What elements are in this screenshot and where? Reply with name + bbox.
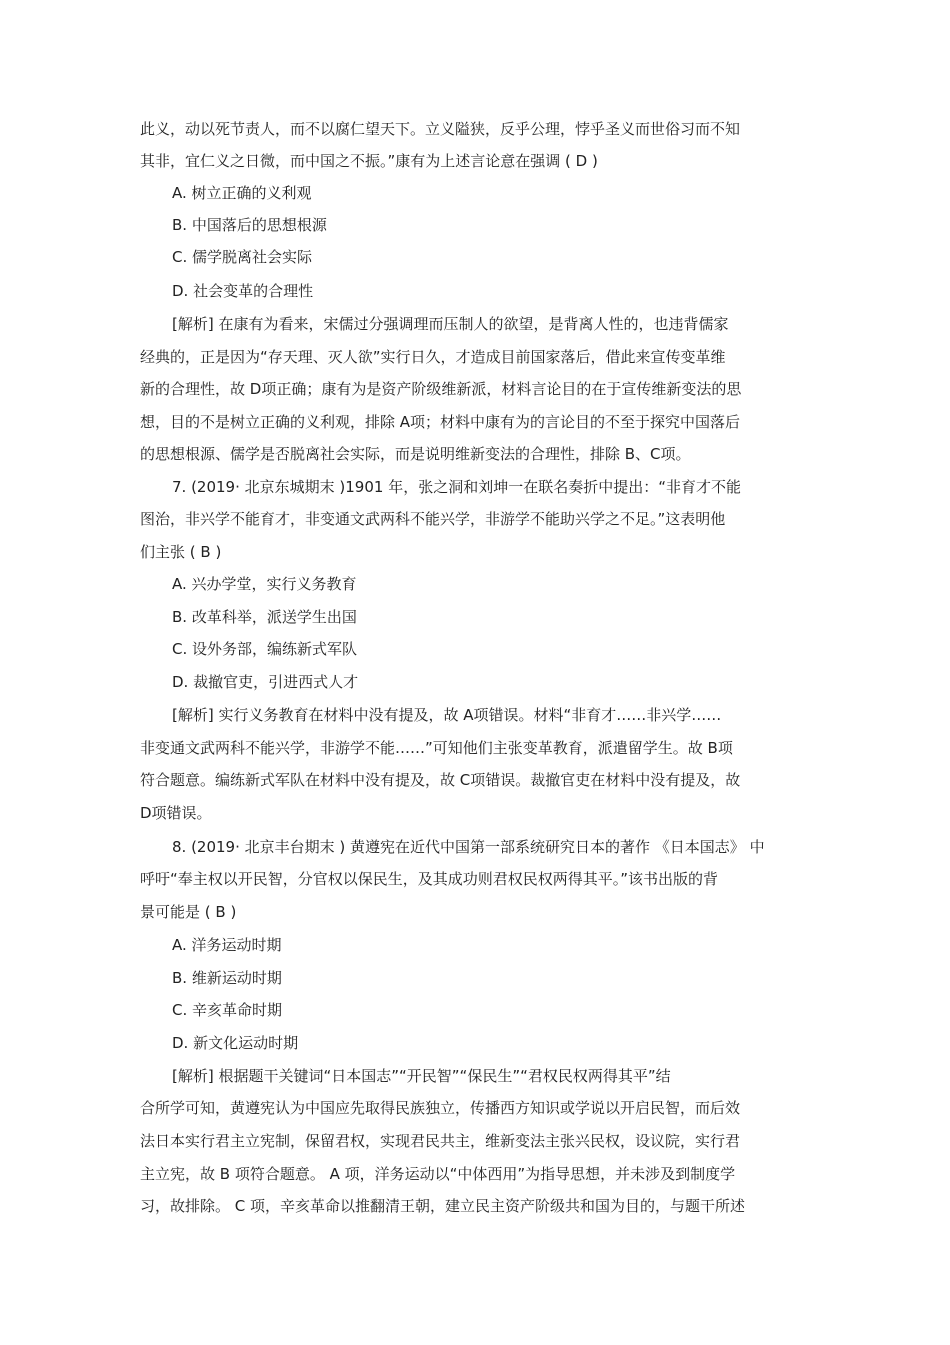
text-line: D项错误。 <box>140 804 212 822</box>
text-line: 法日本实行君主立宪制，保留君权，实现君民共主，维新变法主张兴民权，设议院，实行君 <box>140 1132 741 1150</box>
text-line: 合所学可知，黄遵宪认为中国应先取得民族独立，传播西方知识或学说以开启民智，而后效 <box>140 1099 741 1117</box>
text-line: 非变通文武两科不能兴学，非游学不能……”可知他们主张变革教育，派遣留学生。故 B项 <box>140 739 733 757</box>
text-line: 习，故排除。 C 项，辛亥革命以推翻清王朝，建立民主资产阶级共和国为目的，与题干所述 <box>140 1197 746 1215</box>
option-line: A. 兴办学堂，实行义务教育 <box>172 575 357 593</box>
analysis-line: [解析] 在康有为看来，宋儒过分强调理而压制人的欲望，是背离人性的，也违背儒家 <box>172 315 729 333</box>
option-line: A. 树立正确的义利观 <box>172 184 312 202</box>
text-line: 其非，宜仁义之日微，而中国之不振。”康有为上述言论意在强调 ( D ) <box>140 152 598 170</box>
option-line: C. 设外务部，编练新式军队 <box>172 640 358 658</box>
text-line: 们主张 ( B ) <box>140 543 222 561</box>
text-line: 景可能是 ( B ) <box>140 903 237 921</box>
option-line: D. 社会变革的合理性 <box>172 282 314 300</box>
option-line: B. 改革科举，派送学生出国 <box>172 608 357 626</box>
text-line: 此义，动以死节责人，而不以腐仁望天下。立义隘狭，反乎公理，悖乎圣义而世俗习而不知 <box>140 120 741 138</box>
option-line: A. 洋务运动时期 <box>172 936 282 954</box>
analysis-line: [解析] 实行义务教育在材料中没有提及，故 A项错误。材料“非育才……非兴学…… <box>172 706 722 724</box>
option-line: D. 裁撤官吏，引进西式人才 <box>172 673 359 691</box>
question-line: 7. (2019· 北京东城期末 )1901 年，张之洞和刘坤一在联名奏折中提出：“非育才不能 <box>172 478 741 496</box>
question-line: 8. (2019· 北京丰台期末 ) 黄遵宪在近代中国第一部系统研究日本的著作 《日本国志》 中 <box>172 838 765 856</box>
text-line: 呼吁“奉主权以开民智，分官权以保民生，及其成功则君权民权两得其平。”该书出版的背 <box>140 870 719 888</box>
option-line: D. 新文化运动时期 <box>172 1034 299 1052</box>
option-line: B. 维新运动时期 <box>172 969 282 987</box>
text-line: 新的合理性，故 D项正确；康有为是资产阶级维新派，材料言论目的在于宣传维新变法的思 <box>140 380 742 398</box>
text-line: 经典的，正是因为“存天理、灭人欲”实行日久，才造成目前国家落后，借此来宣传变革维 <box>140 348 726 366</box>
text-line: 符合题意。编练新式军队在材料中没有提及，故 C项错误。裁撤官吏在材料中没有提及，故 <box>140 771 741 789</box>
analysis-line: [解析] 根据题干关键词“日本国志”“开民智”“保民生”“君权民权两得其平”结 <box>172 1067 671 1085</box>
text-line: 想，目的不是树立正确的义利观，排除 A项；材料中康有为的言论目的不至于探究中国落后 <box>140 413 741 431</box>
text-line: 图治，非兴学不能育才，非变通文武两科不能兴学，非游学不能助兴学之不足。”这表明他 <box>140 510 726 528</box>
text-line: 的思想根源、儒学是否脱离社会实际，而是说明维新变法的合理性，排除 B、C项。 <box>140 445 691 463</box>
option-line: B. 中国落后的思想根源 <box>172 216 327 234</box>
text-line: 主立宪，故 B 项符合题意。 A 项，洋务运动以“中体西用”为指导思想，并未涉及到制度学 <box>140 1165 736 1183</box>
option-line: C. 辛亥革命时期 <box>172 1001 283 1019</box>
option-line: C. 儒学脱离社会实际 <box>172 248 313 266</box>
